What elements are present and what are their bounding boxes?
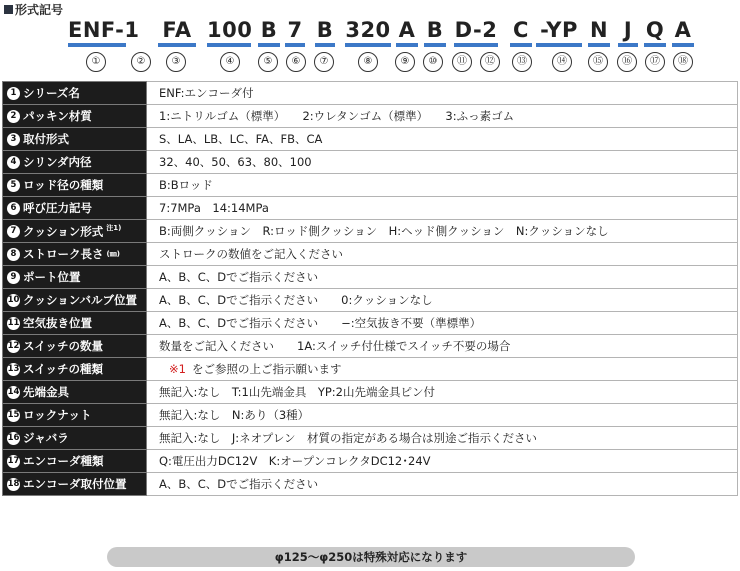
- spec-value: 数量をご記入ください 1A:スイッチ付仕様でスイッチ不要の場合: [159, 339, 511, 353]
- section-title: [4, 1, 63, 18]
- spec-row: [3, 105, 738, 128]
- spec-label-cell: [3, 174, 147, 197]
- spec-label-cell: [3, 358, 147, 381]
- spec-label-cell: [3, 427, 147, 450]
- spec-label: 取付形式: [23, 132, 69, 146]
- spec-label: ロッド径の種類: [23, 178, 104, 192]
- spec-label-cell: [3, 128, 147, 151]
- spec-label-cell: [3, 266, 147, 289]
- code-segment-text: D-2: [454, 18, 498, 47]
- spec-value: 1:ニトリルゴム（標準） 2:ウレタンゴム（標準） 3:ふっ素ゴム: [159, 109, 515, 123]
- code-segment-text: A: [396, 18, 418, 47]
- code-position-number: ⑦: [314, 52, 334, 72]
- code-segment: [644, 18, 666, 47]
- code-segment: [285, 18, 305, 47]
- spec-value-cell: [147, 404, 738, 427]
- item-number-icon: 11: [7, 317, 20, 328]
- code-position-number: ⑤: [258, 52, 278, 72]
- spec-value-cell: [147, 105, 738, 128]
- spec-value: 無記入:なし N:あり（3種）: [159, 408, 310, 422]
- spec-value-cell: [147, 174, 738, 197]
- spec-label-cell: [3, 312, 147, 335]
- spec-label: シリンダ内径: [23, 155, 92, 169]
- spec-value-cell: [147, 151, 738, 174]
- spec-label: 先端金具: [23, 385, 69, 399]
- code-segment-text: J: [618, 18, 638, 47]
- item-number-icon: 7: [7, 225, 20, 238]
- footnote-marker: 注1): [106, 223, 122, 232]
- code-segment-text: Q: [644, 18, 666, 47]
- spec-value: をご参照の上ご指示願います: [191, 362, 342, 376]
- spec-label: ロックナット: [23, 408, 92, 422]
- item-number-icon: 2: [7, 110, 20, 123]
- code-segment: [618, 18, 638, 47]
- spec-row: [3, 82, 738, 105]
- spec-label: シリーズ名: [23, 86, 80, 100]
- spec-value-cell: [147, 128, 738, 151]
- code-position-number: ⑧: [358, 52, 378, 72]
- section-title-text: 形式記号: [15, 3, 64, 17]
- spec-value-cell: [147, 473, 738, 496]
- spec-value: 無記入:なし J:ネオプレン 材質の指定がある場合は別途ご指示ください: [159, 431, 538, 445]
- spec-value: B:Bロッド: [159, 178, 213, 192]
- code-segment-text: 320: [345, 18, 391, 47]
- item-number-icon: 3: [7, 133, 20, 146]
- code-segment: [454, 18, 498, 47]
- spec-value: A、B、C、Dでご指示ください −:空気抜き不要（準標準）: [159, 316, 482, 330]
- code-segment-text: FA: [158, 18, 196, 47]
- code-segment: [158, 18, 196, 47]
- spec-value-cell: [147, 358, 738, 381]
- spec-label-cell: [3, 289, 147, 312]
- spec-label-cell: [3, 335, 147, 358]
- code-segment: [672, 18, 694, 47]
- code-segment: [68, 18, 140, 47]
- spec-value-cell: [147, 335, 738, 358]
- code-position-number: ⑱: [673, 52, 693, 72]
- item-number-icon: 1: [7, 87, 20, 100]
- code-position-number: ⑭: [552, 52, 572, 72]
- code-segment: [396, 18, 418, 47]
- item-number-icon: 17: [7, 455, 20, 466]
- item-number-icon: 12: [7, 340, 20, 351]
- spec-label-cell: [3, 243, 147, 266]
- spec-label: エンコーダ種類: [23, 454, 104, 468]
- code-segment-text: ENF-1: [68, 18, 126, 47]
- spec-label-cell: [3, 450, 147, 473]
- spec-label-cell: [3, 473, 147, 496]
- code-segment: [345, 18, 391, 47]
- spec-row: [3, 427, 738, 450]
- spec-value-cell: [147, 197, 738, 220]
- spec-value: B:両側クッション R:ロッド側クッション H:ヘッド側クッション N:クッションなし: [159, 224, 609, 238]
- code-segment-text: 7: [285, 18, 305, 47]
- code-position-number: ②: [131, 52, 151, 72]
- spec-value: ストロークの数値をご記入ください: [159, 247, 343, 261]
- spec-label: ジャバラ: [23, 431, 69, 445]
- code-position-number: ⑮: [588, 52, 608, 72]
- spec-value: A、B、C、Dでご指示ください 0:クッションなし: [159, 293, 433, 307]
- spec-label: スイッチの種類: [23, 362, 104, 376]
- spec-row: [3, 473, 738, 496]
- spec-value: Q:電圧出力DC12V K:オープンコレクタDC12･24V: [159, 454, 431, 468]
- spec-label-cell: [3, 105, 147, 128]
- spec-label-cell: [3, 197, 147, 220]
- spec-row: [3, 243, 738, 266]
- code-position-number: ①: [86, 52, 106, 72]
- spec-label: 呼び圧力記号: [23, 201, 92, 215]
- spec-label: エンコーダ取付位置: [23, 477, 127, 491]
- code-segment-text: 100: [207, 18, 251, 47]
- code-segment-text: A: [672, 18, 694, 47]
- spec-table: [2, 81, 738, 496]
- spec-row: [3, 335, 738, 358]
- code-segment-text: N: [588, 18, 610, 47]
- code-position-number: ⑰: [645, 52, 665, 72]
- code-position-number: ⑨: [395, 52, 415, 72]
- spec-row: [3, 289, 738, 312]
- spec-value: ENF:エンコーダ付: [159, 86, 254, 100]
- item-number-icon: 4: [7, 156, 20, 169]
- spec-value: A、B、C、Dでご指示ください: [159, 270, 319, 284]
- code-segment: [510, 18, 532, 47]
- item-number-icon: 10: [7, 294, 20, 305]
- spec-label: クッション形式: [23, 224, 104, 239]
- item-number-icon: 8: [7, 248, 20, 261]
- spec-label: ストローク長さ: [23, 247, 104, 261]
- item-number-icon: 14: [7, 386, 20, 397]
- code-segment-text: B: [424, 18, 446, 47]
- code-position-number: ④: [220, 52, 240, 72]
- code-segment-text: -YP: [536, 18, 582, 47]
- spec-value: 7:7MPa 14:14MPa: [159, 201, 269, 215]
- spec-label-cell: [3, 220, 147, 243]
- spec-value-cell: [147, 381, 738, 404]
- code-position-number: ⑬: [512, 52, 532, 72]
- model-code: [0, 18, 740, 78]
- code-segment: [258, 18, 280, 47]
- spec-row: [3, 404, 738, 427]
- spec-row: [3, 151, 738, 174]
- item-number-icon: 6: [7, 202, 20, 215]
- code-segment-text: C: [510, 18, 532, 47]
- spec-value-cell: [147, 243, 738, 266]
- code-segment: [588, 18, 610, 47]
- spec-row: [3, 266, 738, 289]
- spec-row: [3, 381, 738, 404]
- item-number-icon: 5: [7, 179, 20, 192]
- spec-value-cell: [147, 220, 738, 243]
- code-segment: [315, 18, 335, 47]
- spec-value-cell: [147, 312, 738, 335]
- item-number-icon: 18: [7, 478, 20, 489]
- code-segment: [536, 18, 582, 47]
- code-position-number: ⑩: [423, 52, 443, 72]
- spec-value: 32、40、50、63、80、100: [159, 155, 312, 169]
- spec-label: 空気抜き位置: [23, 316, 92, 330]
- spec-label-cell: [3, 381, 147, 404]
- spec-label-cell: [3, 404, 147, 427]
- reference-note: ※1: [169, 362, 186, 376]
- spec-row: [3, 312, 738, 335]
- code-segment: [207, 18, 251, 47]
- footer-note: φ125〜φ250は特殊対応になります: [107, 547, 635, 567]
- code-segment-text: B: [258, 18, 280, 47]
- spec-value-cell: [147, 82, 738, 105]
- spec-value: A、B、C、Dでご指示ください: [159, 477, 319, 491]
- spec-row: [3, 358, 738, 381]
- code-position-number: ⑯: [617, 52, 637, 72]
- square-bullet-icon: [4, 5, 13, 14]
- spec-label: スイッチの数量: [23, 339, 104, 353]
- code-position-number: ⑥: [286, 52, 306, 72]
- item-number-icon: 9: [7, 271, 20, 284]
- spec-row: [3, 174, 738, 197]
- code-segment-text: B: [315, 18, 335, 47]
- spec-label: クッションバルブ位置: [23, 293, 137, 307]
- spec-row: [3, 128, 738, 151]
- code-position-number: ③: [166, 52, 186, 72]
- spec-row: [3, 197, 738, 220]
- spec-value-cell: [147, 427, 738, 450]
- item-number-icon: 15: [7, 409, 20, 420]
- code-position-number: ⑫: [480, 52, 500, 72]
- spec-label-cell: [3, 151, 147, 174]
- spec-label: パッキン材質: [23, 109, 92, 123]
- spec-value-cell: [147, 289, 738, 312]
- spec-value: S、LA、LB、LC、FA、FB、CA: [159, 132, 323, 146]
- code-segment: [424, 18, 446, 47]
- spec-value-cell: [147, 450, 738, 473]
- spec-row: [3, 220, 738, 243]
- spec-label-cell: [3, 82, 147, 105]
- spec-value-cell: [147, 266, 738, 289]
- unit-label: (㎜): [106, 250, 120, 258]
- item-number-icon: 16: [7, 432, 20, 443]
- code-position-number: ⑪: [452, 52, 472, 72]
- spec-row: [3, 450, 738, 473]
- spec-value: 無記入:なし T:1山先端金具 YP:2山先端金具ピン付: [159, 385, 435, 399]
- item-number-icon: 13: [7, 363, 20, 374]
- spec-label: ポート位置: [23, 270, 81, 284]
